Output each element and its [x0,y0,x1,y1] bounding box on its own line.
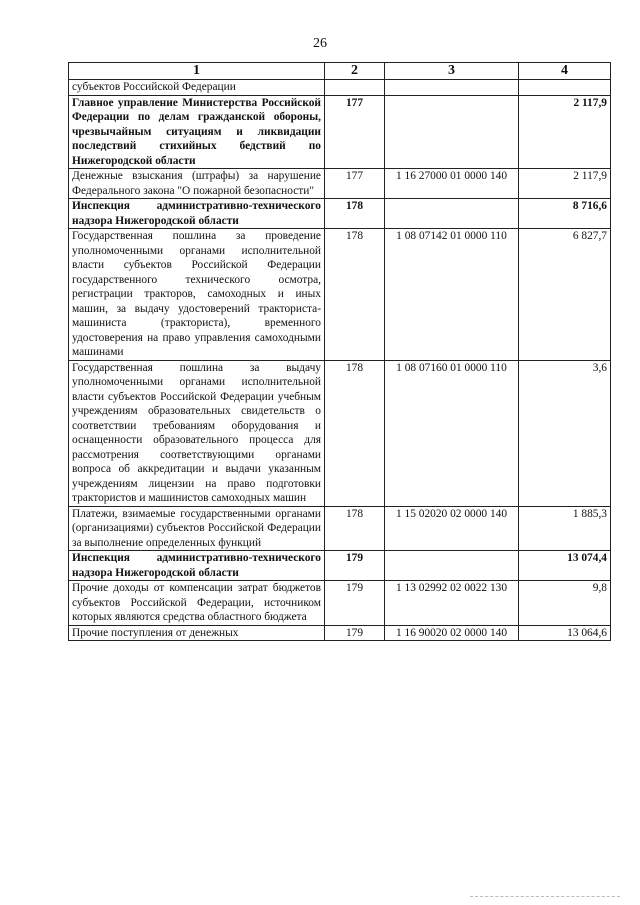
row-sum: 9,8 [519,581,611,626]
row-name: Инспекция административно-технического надзора Нижегородской области [69,551,325,581]
row-budget-code: 1 16 27000 01 0000 140 [385,169,519,199]
row-admin-code: 178 [325,506,385,551]
row-sum: 1 885,3 [519,506,611,551]
table-row [69,80,611,96]
scan-artifact-divider [470,896,620,899]
table-row-header-agency [69,199,611,229]
row-name: Прочие поступления от денежных [69,625,325,641]
column-header-4: 4 [519,63,611,80]
row-sum: 2 117,9 [519,169,611,199]
row-name: Инспекция административно-технического надзора Нижегородской области [69,199,325,229]
row-name: Государственная пошлина за выдачу уполномоченными органами исполнительной власти субъектов Российской Федерации учебным учреждениям образовательных свидетельств о соответствии требованиям оборудования и оснащенности образовательного процесса для рассмотрения соответствующими органами вопроса об аккредитации и выдачи указанным учреждениям лицензии на право подготовки трактористов и машинистов самоходных машин [69,360,325,506]
row-sum: 2 117,9 [519,95,611,169]
row-budget-code [385,80,519,96]
row-name: субъектов Российской Федерации [69,80,325,96]
table-header-row [69,63,611,80]
row-admin-code: 177 [325,169,385,199]
row-budget-code: 1 16 90020 02 0000 140 [385,625,519,641]
row-name: Государственная пошлина за проведение уполномоченными органами исполнительной власти субъектов Российской Федерации государственного технического осмотра, регистрации тракторов, самоходных и иных машин, за выдачу удостоверений тракториста-машиниста (тракториста), временного удостоверения на право управления самоходными машинами [69,229,325,361]
row-admin-code: 179 [325,551,385,581]
table-row [69,581,611,626]
row-sum: 13 074,4 [519,551,611,581]
table-row [69,229,611,361]
row-budget-code: 1 13 02992 02 0022 130 [385,581,519,626]
row-budget-code: 1 08 07142 01 0000 110 [385,229,519,361]
row-budget-code: 1 15 02020 02 0000 140 [385,506,519,551]
row-sum: 6 827,7 [519,229,611,361]
row-budget-code [385,95,519,169]
column-header-3: 3 [385,63,519,80]
page-number: 26 [313,36,327,51]
row-admin-code: 178 [325,229,385,361]
row-sum [519,80,611,96]
row-admin-code [325,80,385,96]
table-row [69,360,611,506]
row-admin-code: 179 [325,625,385,641]
row-admin-code: 178 [325,360,385,506]
row-sum: 8 716,6 [519,199,611,229]
row-admin-code: 177 [325,95,385,169]
table-row [69,625,611,641]
row-budget-code: 1 08 07160 01 0000 110 [385,360,519,506]
row-name: Главное управление Министерства Российской Федерации по делам гражданской обороны, чрезвычайным ситуациям и ликвидации последствий стихийных бедствий по Нижегородской области [69,95,325,169]
row-sum: 13 064,6 [519,625,611,641]
row-admin-code: 179 [325,581,385,626]
row-budget-code [385,551,519,581]
row-budget-code [385,199,519,229]
table-row-header-agency [69,551,611,581]
table-row-header-agency [69,95,611,169]
revenue-table [68,62,611,641]
row-sum: 3,6 [519,360,611,506]
row-admin-code: 178 [325,199,385,229]
table-row [69,169,611,199]
table-row [69,506,611,551]
row-name: Платежи, взимаемые государственными органами (организациями) субъектов Российской Федерации за выполнение определенных функций [69,506,325,551]
column-header-2: 2 [325,63,385,80]
row-name: Прочие доходы от компенсации затрат бюджетов субъектов Российской Федерации, источником которых являются средства областного бюджета [69,581,325,626]
row-name: Денежные взыскания (штрафы) за нарушение Федерального закона "О пожарной безопасности" [69,169,325,199]
column-header-1: 1 [69,63,325,80]
